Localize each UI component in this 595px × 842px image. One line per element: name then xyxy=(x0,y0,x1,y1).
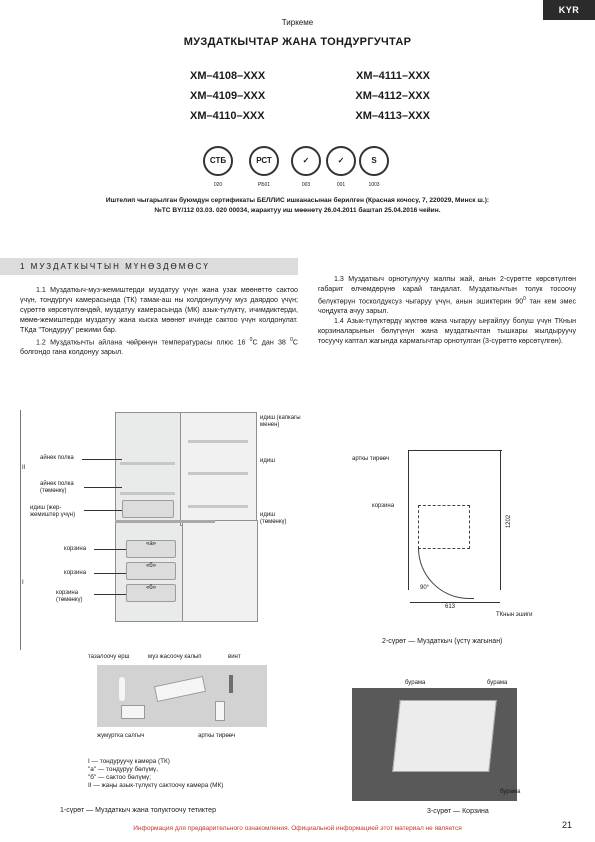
section-title: 1 МУЗДАТКЫЧТЫН МҮНӨЗДӨМӨСҮ xyxy=(20,262,210,271)
label-egg-tray: жумуртка салгыч xyxy=(97,733,145,739)
model-code: ХМ–4111–ХХХ xyxy=(355,70,430,82)
legend-item: "б" — сактоо бөлүмү; xyxy=(88,774,151,781)
label-screw: винт xyxy=(228,654,241,660)
basket-outline xyxy=(418,505,470,549)
label-handle: бурама xyxy=(487,680,508,686)
paragraph-1-1: 1.1 Муздаткыч-муз-жемиштерди муздатуу үчүн жана узак мөөнөттө сактоо үчүн, тондургуч камерасында (ТК) тамак-аш ны колдонулуучу муз даярдоо үчүн; сүрөттө көрсөтүлгөндөй, муздатуу камерасында (МК) азык-түлүктү, ичимдиктерди, мөмө-жемиштерди муздатуу жана кыска мөөнөт ичинде сактоо үчүн колдонулат. ТКда "Тондуруу" режими бар. xyxy=(20,286,298,334)
label-veg-container: идиш (жер- жемиштер үчүн) xyxy=(30,505,76,518)
checkmark-icon: ✓ xyxy=(326,146,356,176)
glass-shelf xyxy=(120,492,175,495)
legend-item: II — жаңы азык-түлүктү сактоочу камера (МК) xyxy=(88,782,224,789)
cert-code: 020 xyxy=(213,182,223,188)
label-door: ТКнын эшиги xyxy=(496,612,533,618)
brand-label: Тиркеме xyxy=(281,18,314,27)
label-angle: 90° xyxy=(420,585,430,591)
label-brush: тазалоочу ерш xyxy=(88,654,130,660)
model-list xyxy=(190,66,430,126)
cert-pct xyxy=(246,146,282,188)
label-container-lid: идиш (капкагы менен) xyxy=(260,415,301,428)
leader-line xyxy=(94,549,126,550)
cert-code: 001 xyxy=(336,182,346,188)
label-container: идиш xyxy=(260,458,276,464)
label-basket: корзина xyxy=(64,546,87,552)
egg-tray-icon xyxy=(121,705,145,719)
zone-mark: I xyxy=(22,580,24,586)
door-shelf xyxy=(188,472,248,475)
model-code: ХМ–4110–ХХХ xyxy=(190,110,265,122)
figure1-legend xyxy=(88,758,223,790)
page-number: 21 xyxy=(562,820,573,830)
leader-line xyxy=(82,459,122,460)
label-glass-shelf-lower: айнек полка (төмөнкү) xyxy=(40,481,74,494)
manufacturer-line: Иштелип чыгарылган буюмдун сертификаты БЕЛЛИС ишканасынан берилген (Красная кочосу, 7, 220029, Минск ш.): xyxy=(105,197,490,204)
width-dimension xyxy=(410,602,500,603)
manufacturer-info xyxy=(60,196,535,216)
leader-line xyxy=(94,594,126,595)
brush-icon xyxy=(119,677,125,701)
zone-mark: II xyxy=(22,465,26,471)
model-code: ХМ–4113–ХХХ xyxy=(355,110,430,122)
stb-icon: СТБ xyxy=(203,146,233,176)
paragraph-1-2: 1.2 Муздаткычты айлана чөйрөнүн температурасы плюс 16 $^0$С дан 38 $^0$С болгондо гана колдонуу зарыл. xyxy=(20,337,298,357)
basket-drawer-image xyxy=(392,700,497,772)
label-basket-top: корзина xyxy=(372,503,395,509)
label-back-stop: арткы тирөөч xyxy=(198,733,236,739)
label-depth: 1202 xyxy=(506,514,513,529)
top-view-side xyxy=(500,450,501,590)
leader-line xyxy=(84,487,122,488)
cert-mark-4 xyxy=(323,146,359,188)
door-shelf xyxy=(188,505,248,508)
screw-icon xyxy=(229,675,233,693)
accessories-panel xyxy=(97,665,267,727)
freezer-drawer: «а» xyxy=(126,540,176,558)
label-handle: бурама xyxy=(405,680,426,686)
figure3-caption: 3-сүрөт — Корзина xyxy=(427,808,489,815)
paragraph-1-4: 1.4 Азык-түлүктөрдү жүктөө жана чыгаруу ыңгайлуу болуш үчүн ТКнын корзиналарынын бөлүгүнүн жана муздаткычтан тышкары жылдыруучу тосуучу каптал жагында кармагычтар орнотулган (3-сүрөттө көрсөтүлгөн). xyxy=(318,317,576,346)
cert-code: РБ01 xyxy=(257,182,271,188)
label-ice-tray: муз жасоочу калып xyxy=(148,654,202,660)
label-handle: бурама xyxy=(500,789,521,795)
model-code: ХМ–4108–ХХХ xyxy=(190,70,266,82)
leader-line xyxy=(84,510,122,511)
zone-bracket xyxy=(20,410,26,650)
freezer-drawer: «б» xyxy=(126,584,176,602)
cert-mark-3 xyxy=(288,146,324,188)
manufacturer-line: №ТС BY/112 03.03. 020 00034, жарактуу иш мөөнөтү 26.04.2011 баштап 25.04.2016 чейин. xyxy=(154,207,441,214)
paragraph-1-3: 1.3 Муздаткыч орнотулуучу жалпы жай, анын 2-сүрөтте көрсөтүлгөн габарит өлчөмдөрүнө карай тандалат. Муздаткычтын толук тосоочу белүктөрүн тосколдуксуз чыгаруу үчүн, анын эшиктерин $90^0$ тан кем эмес чоңдукта ачуу зарыл. xyxy=(318,275,576,316)
label-back-stop-top: арткы тирөөч xyxy=(352,456,390,462)
door-shelf xyxy=(188,440,248,443)
right-column xyxy=(318,274,576,346)
leader-line xyxy=(94,573,126,574)
top-view-back xyxy=(408,450,502,451)
pct-icon: РСТ xyxy=(249,146,279,176)
freezer-drawer: «б» xyxy=(126,562,176,580)
glass-shelf xyxy=(120,462,175,465)
figure2-caption: 2-сүрөт — Муздаткыч (үстү жагынан) xyxy=(382,638,503,645)
label-width: 613 xyxy=(445,604,456,610)
model-code: ХМ–4109–ХХХ xyxy=(190,90,266,102)
label-basket: корзина xyxy=(64,570,87,576)
fridge-door-lower xyxy=(182,520,258,622)
back-stop-icon xyxy=(215,701,225,721)
cert-code: 003 xyxy=(301,182,311,188)
footer-note: Информация для предварительного ознакомления. Официальной информацией этот материал не является xyxy=(133,825,462,832)
ice-tray-icon xyxy=(154,676,206,702)
left-column xyxy=(20,285,298,357)
fridge-divider xyxy=(115,520,215,523)
legend-item: "а" — тондуруу бөлүмү, xyxy=(88,766,158,773)
legend-item: I — тондуруучу камера (ТК) xyxy=(88,758,170,765)
checkmark-icon: ✓ xyxy=(291,146,321,176)
cert-code: 1003 xyxy=(368,182,380,188)
label-basket-lower: корзина (төмөнкү) xyxy=(56,590,83,603)
model-code: ХМ–4112–ХХХ xyxy=(355,90,430,102)
s-mark-icon: S xyxy=(359,146,389,176)
figure1-caption: 1-сүрөт — Муздаткыч жана толуктоочу тетиктер xyxy=(60,807,216,814)
cert-mark-5 xyxy=(356,146,392,188)
top-view-side xyxy=(408,450,409,590)
document-title: МУЗДАТКЫЧТАР ЖАНА ТОНДУРГУЧТАР xyxy=(183,36,412,48)
label-glass-shelf: айнек полка xyxy=(40,455,74,461)
cert-stb xyxy=(200,146,236,188)
language-tab: KYR xyxy=(543,0,595,20)
veg-drawer xyxy=(122,500,174,518)
fridge-door-upper xyxy=(180,412,257,526)
label-container-lower: идиш (төмөнкү) xyxy=(260,512,287,525)
